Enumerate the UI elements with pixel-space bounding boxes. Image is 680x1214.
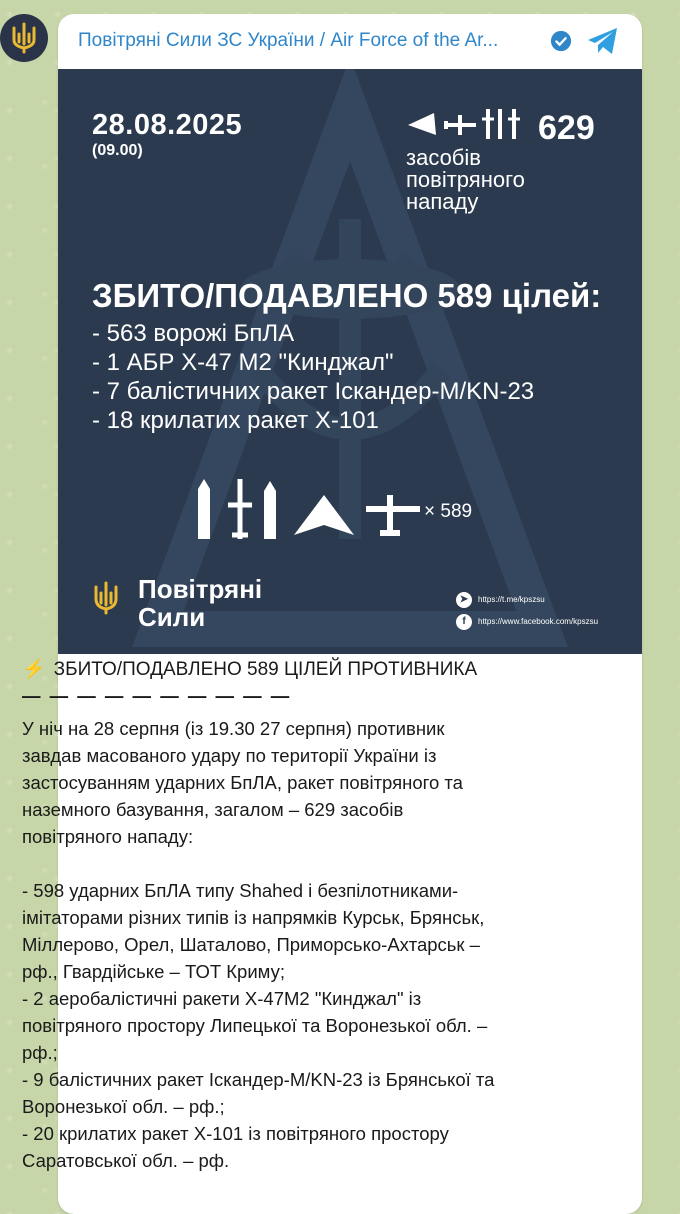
poster-total-label-line: нападу (406, 189, 479, 214)
message-text (22, 656, 570, 1174)
message-line: У ніч на 28 серпня (із 19.30 27 серпня) противник (22, 718, 445, 739)
message-divider: — — — — — — — — — — (22, 685, 292, 706)
poster-item: - 18 крилатих ракет Х-101 (92, 407, 379, 434)
poster-total-count: 629 (538, 109, 595, 147)
message-line: - 9 балістичних ракет Іскандер-М/KN-23 із Брянської та (22, 1069, 495, 1090)
poster-item-list (92, 319, 534, 435)
poster-item: - 7 балістичних ракет Іскандер-М/KN-23 (92, 378, 535, 405)
infographic-image[interactable] (58, 69, 642, 654)
message-line: Воронезької обл. – рф.; (22, 1096, 225, 1117)
poster-link-text: https://www.facebook.com/kpszsu (478, 617, 599, 626)
poster-total-label-line: засобів (406, 145, 481, 170)
message-line: - 598 ударних БпЛА типу Shahed і безпілотниками- (22, 880, 459, 901)
message-line: - 20 крилатих ракет Х-101 із повітряного простору (22, 1123, 449, 1144)
lightning-icon: ⚡ (22, 659, 46, 680)
message-line: Саратовської обл. – рф. (22, 1150, 230, 1171)
poster-date: 28.08.2025 (92, 109, 243, 141)
message-line: - 2 аеробалістичні ракети Х-47М2 "Кинджал" із (22, 988, 422, 1009)
message-details (22, 877, 570, 1174)
poster-multiplier: × 589 (424, 501, 473, 522)
poster-link-telegram (456, 589, 598, 611)
message-line: рф., Гвардійське – ТОТ Криму; (22, 961, 285, 982)
verified-badge-icon (550, 30, 572, 52)
aircraft-icons (406, 105, 526, 141)
message-line: наземного базування, загалом – 629 засобів (22, 799, 404, 820)
message-line: Міллерово, Орел, Шаталово, Приморсько-Ахтарськ – (22, 934, 480, 955)
poster-link-facebook (456, 611, 598, 633)
poster-link-text: https://t.me/kpszsu (478, 595, 545, 604)
telegram-icon[interactable] (586, 26, 620, 56)
poster-brand-line: Сили (138, 602, 206, 632)
telegram-icon: ➤ (456, 592, 472, 608)
message-header (58, 14, 642, 68)
poster-brand-line: Повітряні (138, 574, 263, 604)
poster-total-label (406, 147, 525, 213)
channel-avatar[interactable] (0, 14, 48, 62)
poster-total-label-line: повітряного (406, 167, 525, 192)
poster-brand-name (138, 575, 262, 631)
message-line: імітаторами різних типів із напрямків Курськ, Брянськ, (22, 907, 485, 928)
poster-links (456, 589, 598, 633)
message-line: рф.; (22, 1042, 58, 1063)
message-title (22, 656, 570, 683)
message-line: повітряного простору Липецької та Воронезької обл. – (22, 1015, 488, 1036)
facebook-icon: f (456, 614, 472, 630)
poster-item: - 1 АБР Х-47 М2 "Кинджал" (92, 349, 394, 376)
weapon-silhouettes-icon (194, 475, 424, 545)
message-line: повітряного нападу: (22, 826, 194, 847)
message-intro (22, 715, 570, 850)
trident-icon (10, 22, 38, 54)
poster-time: (09.00) (92, 142, 143, 159)
channel-name-link[interactable]: Повітряні Сили ЗС України / Air Force of the Ar... (78, 30, 499, 51)
message-line: завдав масованого удару по території України із (22, 745, 437, 766)
poster-headline: ЗБИТО/ПОДАВЛЕНО 589 цілей: (92, 277, 602, 314)
poster-item: - 563 ворожі БпЛА (92, 320, 295, 347)
trident-icon (92, 581, 120, 615)
message-title-text: ЗБИТО/ПОДАВЛЕНО 589 ЦІЛЕЙ ПРОТИВНИКА (53, 659, 478, 680)
message-line: застосуванням ударних БпЛА, ракет повітряного та (22, 772, 463, 793)
